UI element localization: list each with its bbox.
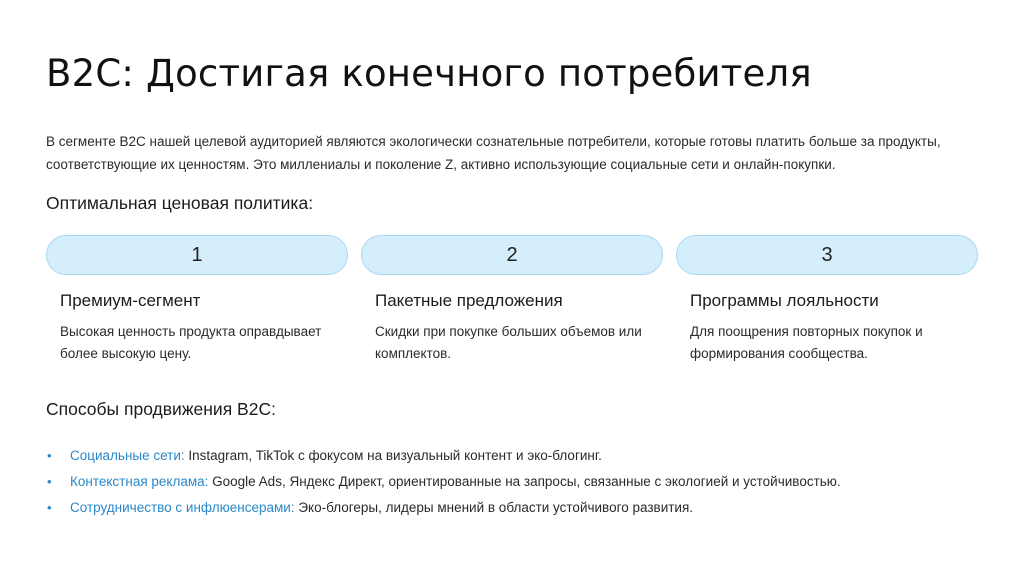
pricing-card-description: Для поощрения повторных покупок и формирования сообщества. [690, 324, 923, 361]
pricing-card-loyalty [676, 235, 978, 365]
list-item-text: Эко-блогеры, лидеры мнений в области устойчивого развития. [294, 500, 694, 515]
page-title: B2C: Достигая конечного потребителя [46, 52, 812, 95]
pricing-card-title: Пакетные предложения [375, 291, 563, 310]
pricing-card-description: Скидки при покупке больших объемов или комплектов. [375, 324, 642, 361]
pricing-card-bundles [361, 235, 663, 365]
list-item-text: Google Ads, Яндекс Директ, ориентированные на запросы, связанные с экологией и устойчивостью. [208, 474, 841, 489]
list-item [46, 495, 841, 521]
promotion-heading: Способы продвижения B2C: [46, 399, 276, 419]
pricing-card-number: 2 [361, 235, 663, 275]
pricing-card-premium [46, 235, 348, 365]
bullet-dot-icon: • [47, 448, 52, 463]
bullet-dot-icon: • [47, 474, 52, 489]
pricing-cards [46, 235, 978, 375]
pricing-card-title: Премиум-сегмент [60, 291, 201, 310]
pricing-heading: Оптимальная ценовая политика: [46, 193, 314, 213]
list-item [46, 469, 841, 495]
pricing-card-title: Программы лояльности [690, 291, 879, 310]
intro-paragraph: В сегменте B2C нашей целевой аудиторией являются экологически сознательные потребители, которые готовы платить больше за продукты, соответствующие их ценностям. Это миллениалы и поколение Z, активно использующие социальные сети и онлайн-покупки. [46, 134, 941, 172]
pricing-card-number: 3 [676, 235, 978, 275]
list-item-term: Сотрудничество с инфлюенсерами: [70, 500, 295, 515]
pricing-card-number: 1 [46, 235, 348, 275]
list-item-term: Социальные сети: [70, 448, 185, 463]
bullet-dot-icon: • [47, 500, 52, 515]
promotion-list [46, 443, 841, 521]
list-item [46, 443, 841, 469]
pricing-card-description: Высокая ценность продукта оправдывает более высокую цену. [60, 324, 322, 361]
list-item-text: Instagram, TikTok с фокусом на визуальный контент и эко-блогинг. [184, 448, 602, 463]
list-item-term: Контекстная реклама: [70, 474, 209, 489]
